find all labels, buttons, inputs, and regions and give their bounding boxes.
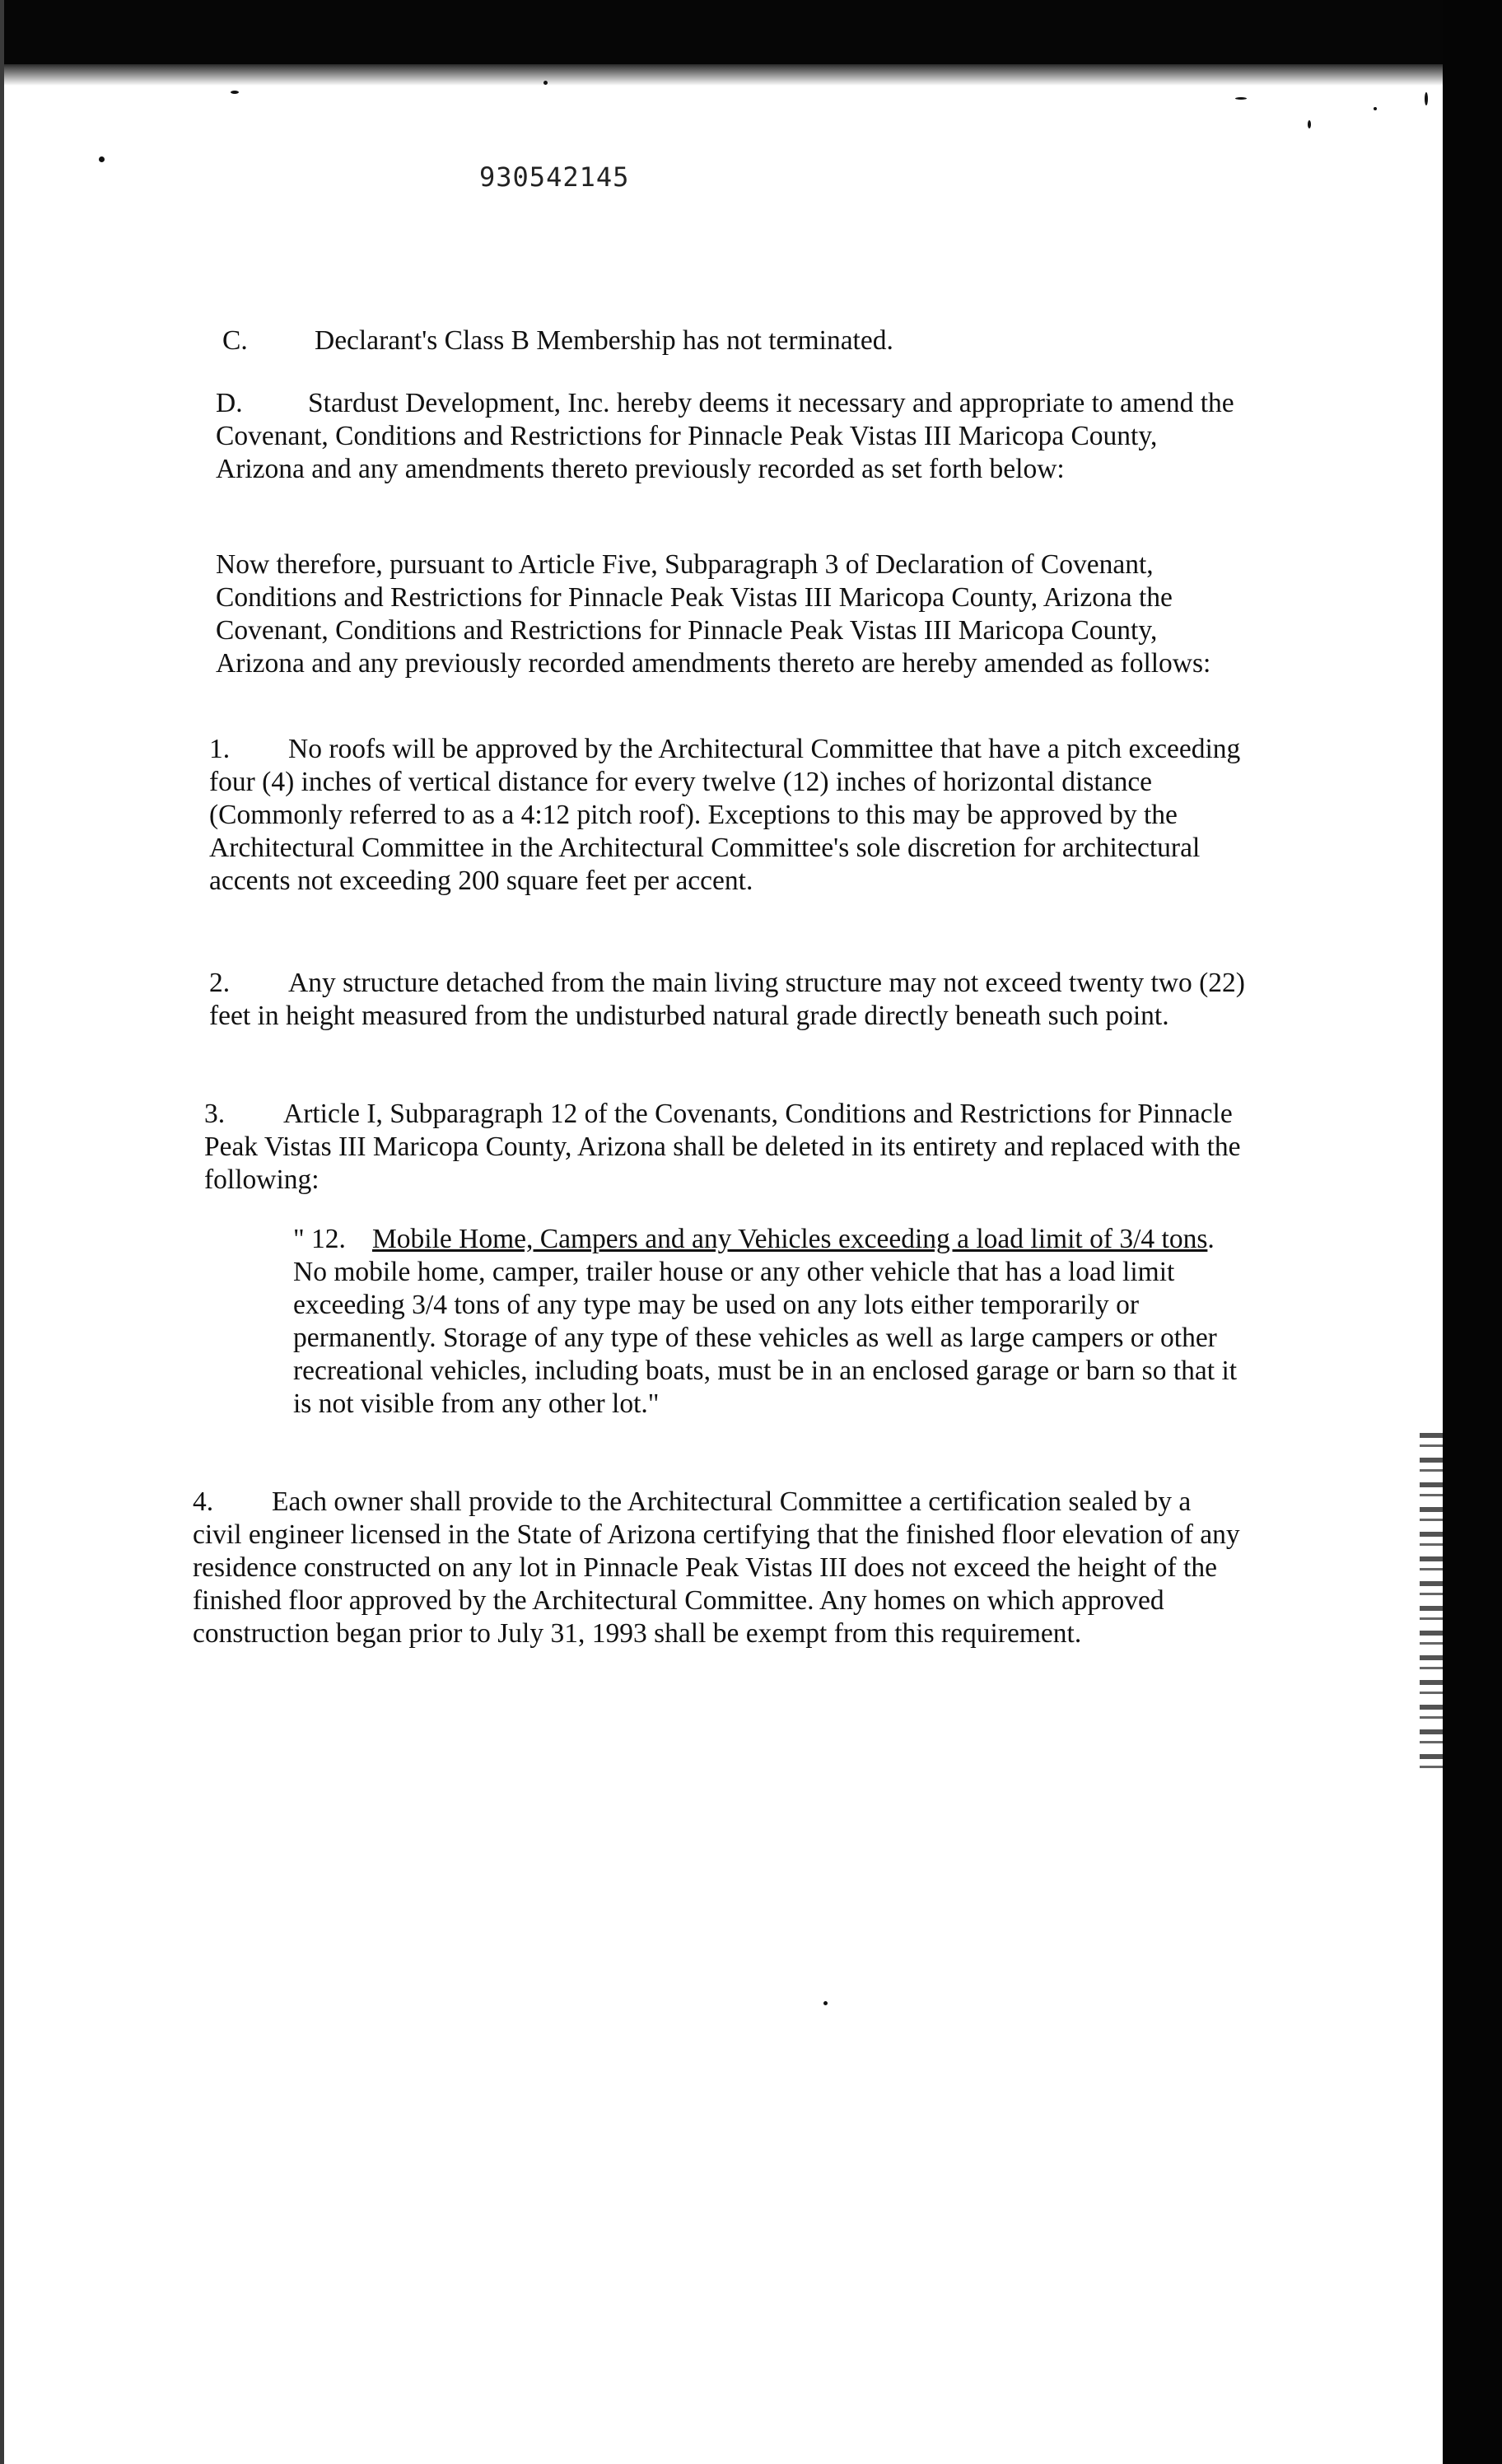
paragraph-d (216, 387, 1247, 486)
scan-speck (231, 91, 239, 94)
now-therefore-paragraph: Now therefore, pursuant to Article Five, Subparagraph 3 of Declaration of Covenant, Conditions and Restrictions for Pinnacle Peak Vistas III Maricopa County, Arizona the Covenant, Conditions and Restrictions for Pinnacle Peak Vistas III Maricopa County, Arizona and any previously recorded amendments thereto are hereby amended as follows: (216, 549, 1211, 679)
scan-speck (543, 81, 548, 85)
item-2-text: Any structure detached from the main living structure may not exceed twenty two (22) feet in height measured from the undisturbed natural grade directly beneath such point. (209, 968, 1245, 1031)
scan-border-top-fade (0, 64, 1502, 86)
document-number: 930542145 (479, 161, 630, 193)
quoted-section-label: " 12. (293, 1224, 346, 1254)
item-3-text: Article I, Subparagraph 12 of the Covenants, Conditions and Restrictions for Pinnacle Peak Vistas III Maricopa County, Arizona shall be deleted in its entirety and replaced with the following: (204, 1099, 1241, 1195)
paragraph-d-label: D. (216, 388, 243, 418)
scan-speck (1374, 107, 1377, 110)
paragraph-d-text: Stardust Development, Inc. hereby deems it necessary and appropriate to amend the Covenant, Conditions and Restrictions for Pinnacle Peak Vistas III Maricopa County, Arizona and any amendments thereto previously recorded as set forth below: (216, 388, 1234, 484)
item-2-label: 2. (209, 968, 231, 998)
amendment-item-3 (204, 1098, 1243, 1197)
amendment-item-4 (193, 1486, 1247, 1650)
scan-speck (823, 2001, 828, 2005)
scan-border-right (1443, 0, 1502, 2464)
paragraph-c-text: Declarant's Class B Membership has not terminated. (315, 325, 893, 356)
item-4-text: Each owner shall provide to the Architectural Committee a certification sealed by a civil engineer licensed in the State of Arizona certifying that the finished floor elevation of any residence constructed on any lot in Pinnacle Peak Vistas III does not exceed the height of the finished floor approved by the Architectural Committee. Any homes on which approved construction began prior to July 31, 1993 shall be exempt from this requirement. (193, 1486, 1240, 1649)
item-3-label: 3. (204, 1099, 226, 1129)
scan-edge-noise (1420, 1433, 1443, 1779)
item-4-label: 4. (193, 1486, 214, 1517)
quoted-section-text: . No mobile home, camper, trailer house or any other vehicle that has a load limit exceeding 3/4 tons of any type may be used on any lots either temporarily or permanently. Storage of any type of these vehicles as well as large campers or other recreational vehicles, including boats, must be in an enclosed garage or barn so that it is not visible from any other lot." (293, 1224, 1238, 1419)
scan-border-left (0, 0, 4, 2464)
scan-speck (1425, 92, 1428, 105)
quoted-section-heading: Mobile Home, Campers and any Vehicles exceeding a load limit of 3/4 tons (372, 1224, 1208, 1254)
scan-border-top (0, 0, 1502, 64)
scan-speck (99, 156, 105, 162)
amendment-item-2 (209, 967, 1248, 1033)
amendment-item-1 (209, 733, 1248, 898)
item-1-label: 1. (209, 734, 231, 764)
item-1-text: No roofs will be approved by the Architectural Committee that have a pitch exceeding four (4) inches of vertical distance for every twelve (12) inches of horizontal distance (Commonly referred to as a 4:12 pitch roof). Exceptions to this may be approved by the Architectural Committee in the Architectural Committee's sole discretion for architectural accents not exceeding 200 square feet per accent. (209, 734, 1241, 896)
scan-speck (1235, 97, 1247, 100)
paragraph-c (222, 324, 1243, 357)
scan-speck (1308, 120, 1311, 128)
quoted-section-12 (293, 1223, 1248, 1421)
paragraph-c-label: C. (222, 325, 248, 356)
